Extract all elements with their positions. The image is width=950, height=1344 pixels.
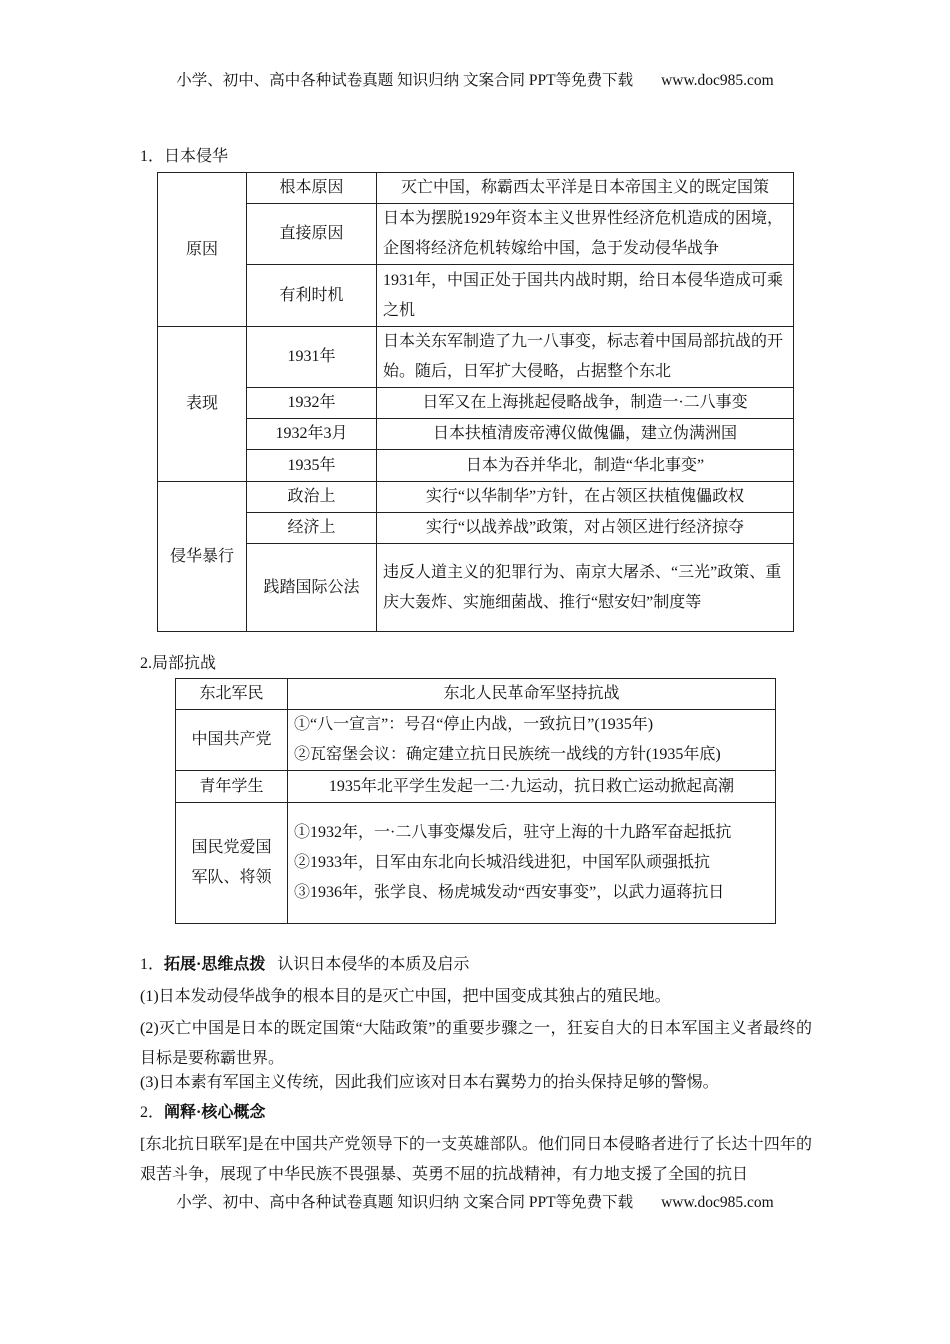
- num: 1．: [140, 956, 165, 973]
- paragraph: (2)灭亡中国是日本的既定国策“大陆政策”的重要步骤之一，狂妄自大的日本军国主义者最终的目标是要称霸世界。: [140, 1020, 812, 1067]
- row-value: 实行“以华制华”方针，在占领区扶植傀儡政权: [377, 482, 794, 513]
- group-label: 原因: [158, 173, 247, 327]
- row-key: 国民党爱国军队、将领: [176, 803, 288, 924]
- heading-text: 认识日本侵华的本质及启示: [277, 956, 470, 973]
- row-key: 直接原因: [247, 204, 377, 265]
- row-value: 东北人民革命军坚持抗战: [288, 679, 776, 710]
- row-value: 灭亡中国，称霸西太平洋是日本帝国主义的既定国策: [377, 173, 794, 204]
- row-value: [288, 803, 776, 924]
- row-key: 践踏国际公法: [247, 544, 377, 632]
- footer-site: www.doc985.com: [661, 1194, 774, 1211]
- row-key: 1932年3月: [247, 419, 377, 450]
- row-key: 青年学生: [176, 771, 288, 803]
- group-label: 侵华暴行: [158, 482, 247, 632]
- num: 2．: [140, 1104, 165, 1121]
- notes-heading-1: [140, 950, 812, 980]
- row-key: 经济上: [247, 513, 377, 544]
- footer-text: 小学、初中、高中各种试卷真题 知识归纳 文案合同 PPT等免费下载: [176, 1194, 634, 1211]
- page-footer: [0, 1190, 950, 1212]
- line: ②瓦窑堡会议：确定建立抗日民族统一战线的方针(1935年底): [294, 746, 721, 763]
- row-value: 日军又在上海挑起侵略战争，制造一·二八事变: [377, 388, 794, 419]
- row-value: 日本关东军制造了九一八事变，标志着中国局部抗战的开始。随后，日军扩大侵略，占据整个东北: [377, 327, 794, 388]
- line: ②1933年，日军由东北向长城沿线进犯，中国军队顽强抵抗: [294, 854, 711, 871]
- row-key: 根本原因: [247, 173, 377, 204]
- line: ①1932年，一·二八事变爆发后，驻守上海的十九路军奋起抵抗: [294, 824, 732, 841]
- section1-title: 1．日本侵华: [140, 148, 229, 165]
- local-resistance-table: [175, 678, 776, 924]
- row-key: 1935年: [247, 450, 377, 482]
- header-site: www.doc985.com: [661, 72, 774, 89]
- row-key: 1931年: [247, 327, 377, 388]
- row-value: 日本为摆脱1929年资本主义世界性经济危机造成的困境，企图将经济危机转嫁给中国，急于发动侵华战争: [377, 204, 794, 265]
- line: ①“八一宣言”：号召“停止内战，一致抗日”(1935年): [294, 716, 654, 733]
- row-value: 1931年，中国正处于国共内战时期，给日本侵华造成可乘之机: [377, 265, 794, 327]
- row-value: 日本为吞并华北，制造“华北事变”: [377, 450, 794, 482]
- row-key: 东北军民: [176, 679, 288, 710]
- row-value: 实行“以战养战”政策，对占领区进行经济掠夺: [377, 513, 794, 544]
- header-text: 小学、初中、高中各种试卷真题 知识归纳 文案合同 PPT等免费下载: [176, 72, 634, 89]
- page-header: [0, 68, 950, 90]
- row-value: 日本扶植清废帝溥仪做傀儡，建立伪满洲国: [377, 419, 794, 450]
- paragraph: [东北抗日联军]是在中国共产党领导下的一支英雄部队。他们同日本侵略者进行了长达十四年的艰苦斗争，展现了中华民族不畏强暴、英勇不屈的抗战精神，有力地支援了全国的抗日: [140, 1136, 812, 1183]
- bold-label: 拓展·思维点拨: [164, 956, 266, 973]
- line: ③1936年，张学良、杨虎城发动“西安事变”，以武力逼蒋抗日: [294, 884, 725, 901]
- row-value: [288, 710, 776, 771]
- section2-title: 2.局部抗战: [140, 655, 217, 672]
- notes-heading-2: [140, 1098, 812, 1128]
- bold-label: 阐释·核心概念: [164, 1104, 266, 1121]
- paragraph: (3)日本素有军国主义传统，因此我们应该对日本右翼势力的抬头保持足够的警惕。: [140, 1074, 719, 1091]
- row-key: 1932年: [247, 388, 377, 419]
- row-key: 有利时机: [247, 265, 377, 327]
- row-value: 违反人道主义的犯罪行为、南京大屠杀、“三光”政策、重庆大轰炸、实施细菌战、推行“慰安妇”制度等: [377, 544, 794, 632]
- paragraph: (1)日本发动侵华战争的根本目的是灭亡中国，把中国变成其独占的殖民地。: [140, 988, 671, 1005]
- row-value: 1935年北平学生发起一二·九运动，抗日救亡运动掀起高潮: [288, 771, 776, 803]
- group-label: 表现: [158, 327, 247, 482]
- row-key: 中国共产党: [176, 710, 288, 771]
- row-key: 政治上: [247, 482, 377, 513]
- japan-invasion-table: [157, 172, 794, 632]
